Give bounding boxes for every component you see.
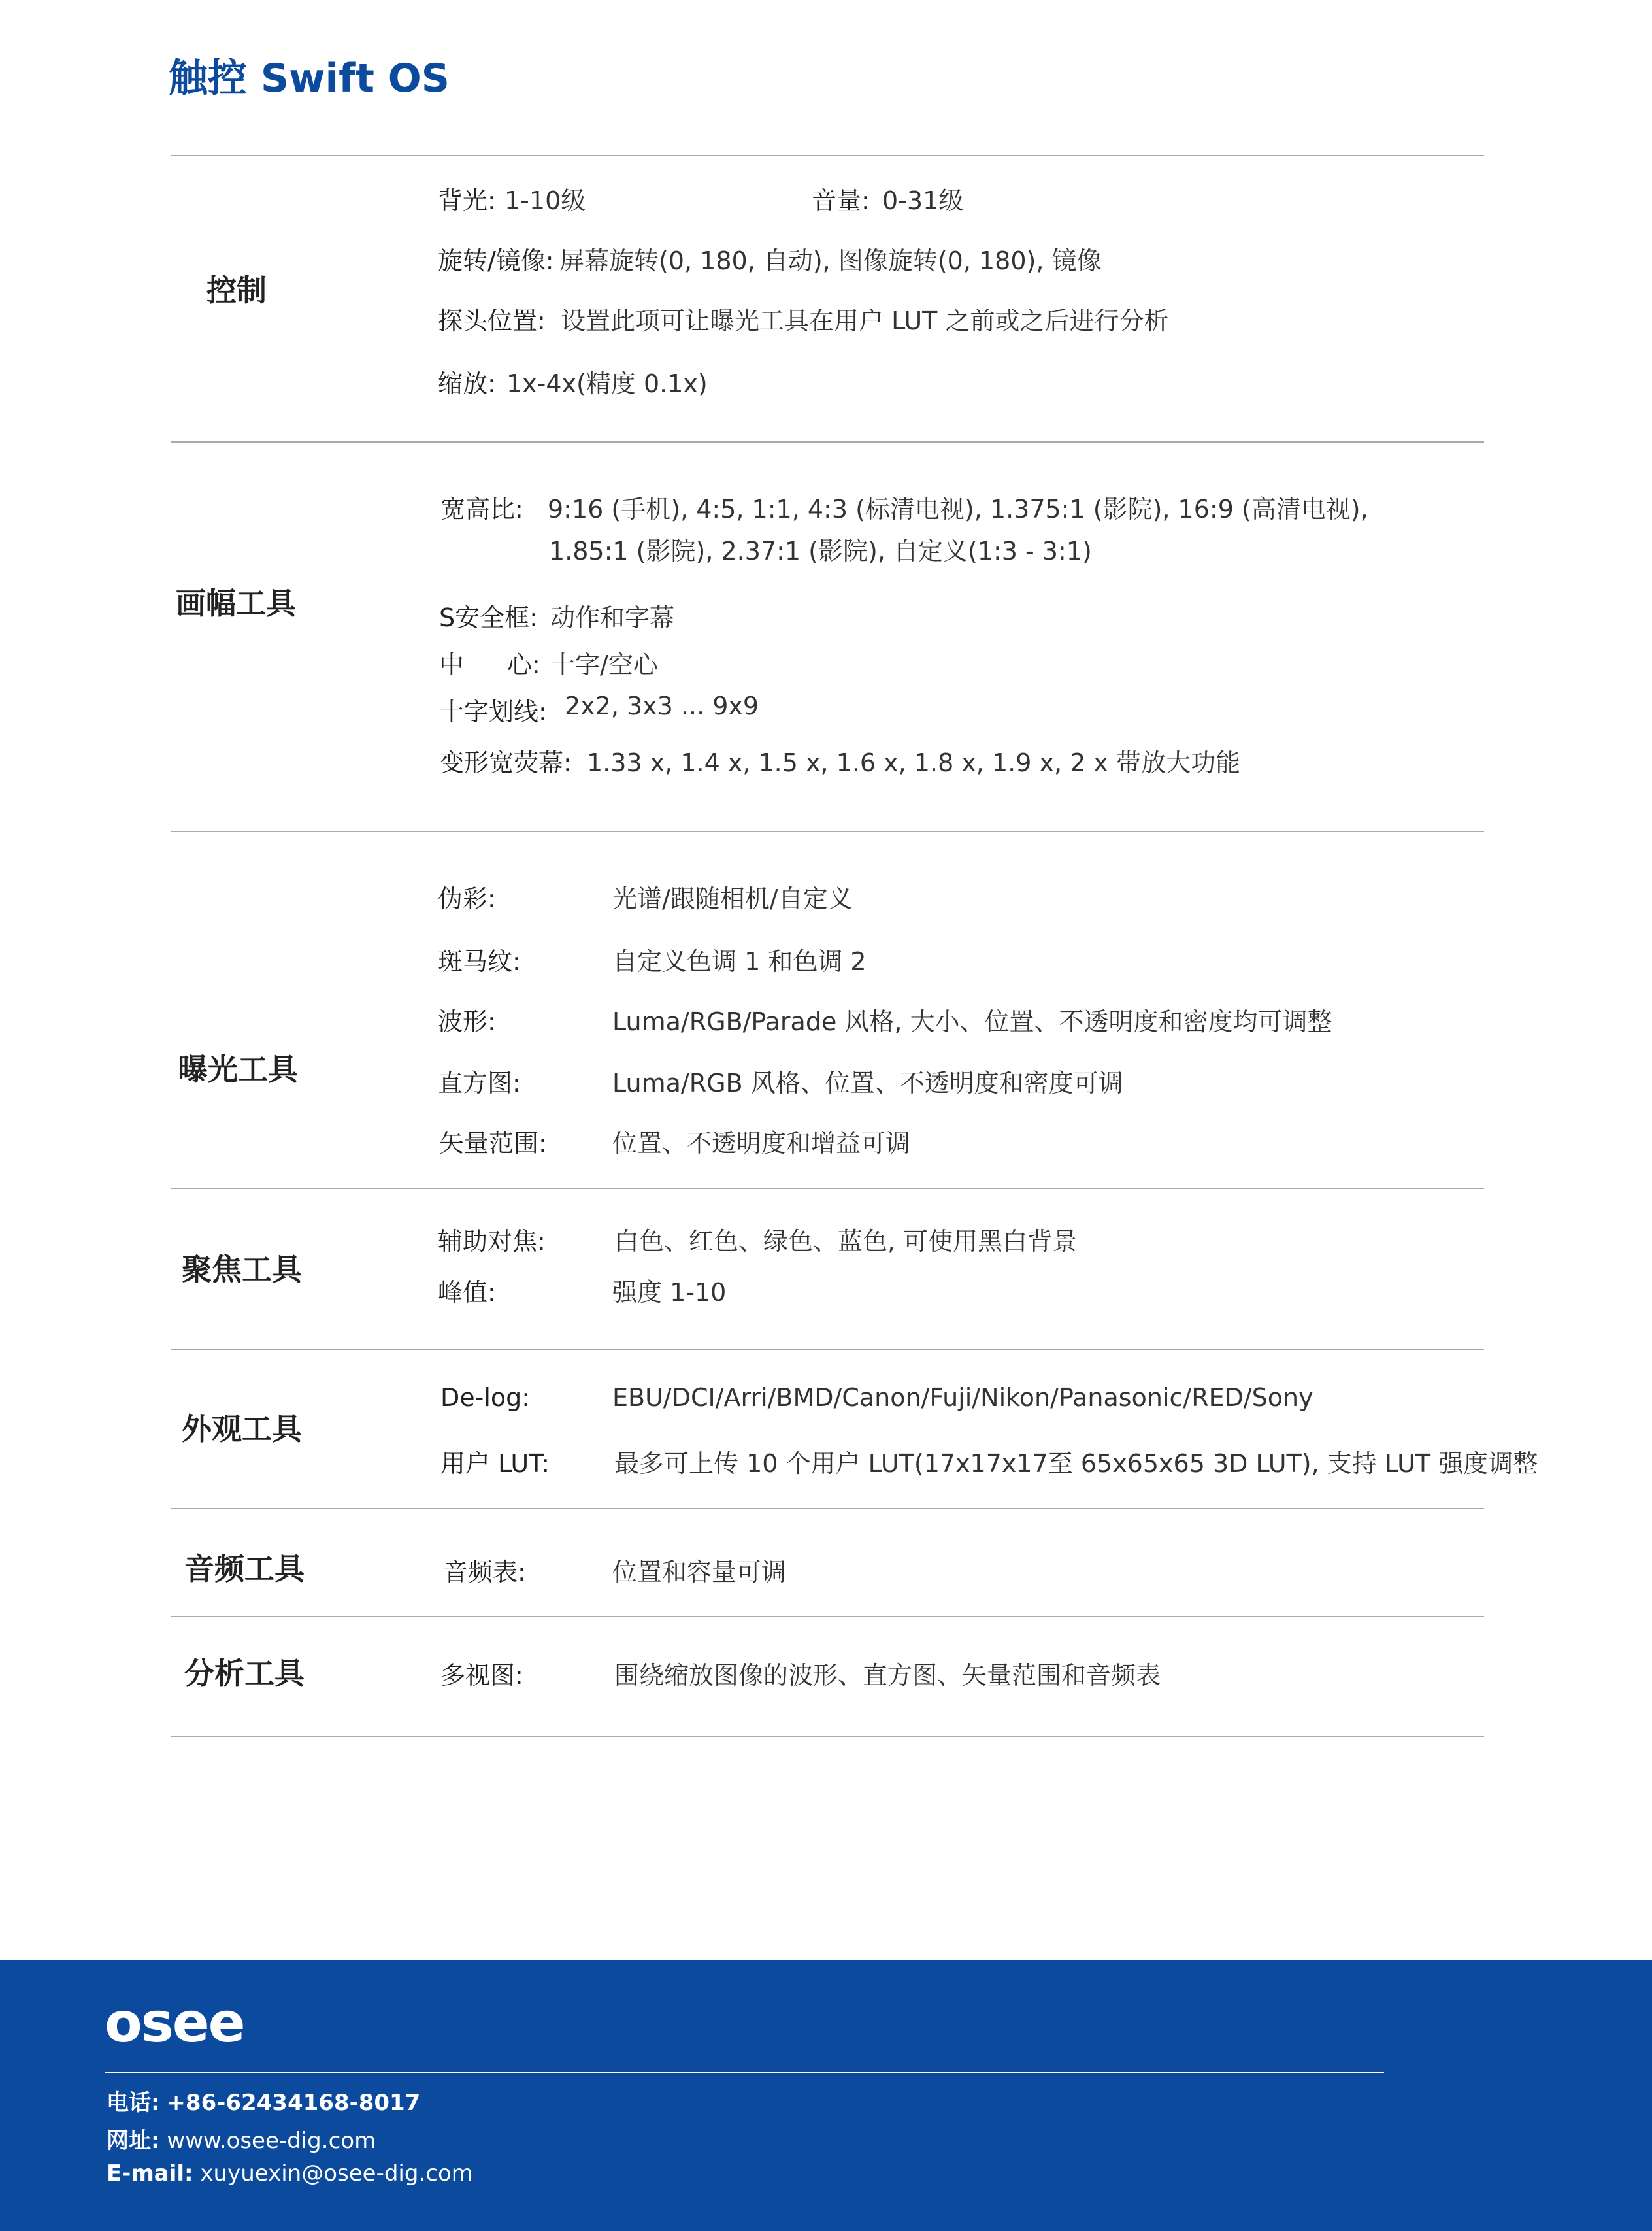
label-aspect-ratio: 宽高比: [440, 495, 523, 524]
value-zoom: 1x-4x(精度 0.1x) [506, 369, 708, 398]
divider [171, 1616, 1484, 1617]
label-zebra: 斑马纹: [438, 947, 521, 976]
label-histogram: 直方图: [438, 1069, 521, 1098]
web-link[interactable]: www.osee-dig.com [167, 2128, 376, 2154]
value-backlight: 1-10级 [504, 186, 586, 215]
value-delog: EBU/DCI/Arri/BMD/Canon/Fuji/Nikon/Panasonic/RED/Sony [612, 1383, 1313, 1412]
footer-web [107, 2122, 376, 2155]
value-peaking: 强度 1-10 [612, 1278, 727, 1307]
footer-divider [105, 2072, 1384, 2073]
phone-value: +86-62434168-8017 [167, 2090, 421, 2116]
value-probe-position: 设置此项可让曝光工具在用户 LUT 之前或之后进行分析 [561, 307, 1169, 335]
section-title-exposure: 曝光工具 [178, 1052, 298, 1087]
section-title-look: 外观工具 [182, 1411, 302, 1447]
web-label: 网址: [107, 2128, 160, 2154]
value-focus-assist: 白色、红色、绿色、蓝色, 可使用黑白背景 [614, 1227, 1078, 1256]
page-title: 触控 Swift OS [169, 56, 450, 101]
value-user-lut: 最多可上传 10 个用户 LUT(17x17x17至 65x65x65 3D LUT), 支持 LUT 强度调整 [614, 1449, 1538, 1478]
osee-logo: osee [105, 1990, 244, 2055]
value-zebra: 自定义色调 1 和色调 2 [612, 947, 867, 976]
label-delog: De-log: [440, 1383, 531, 1412]
section-title-control: 控制 [206, 273, 267, 308]
label-anamorphic: 变形宽荧幕: [439, 748, 572, 777]
label-rotation: 旋转/镜像: [438, 246, 554, 275]
divider [171, 1349, 1484, 1350]
footer [0, 1960, 1652, 2231]
label-focus-assist: 辅助对焦: [438, 1227, 546, 1256]
divider [171, 1736, 1484, 1737]
value-waveform: Luma/RGB/Parade 风格, 大小、位置、不透明度和密度均可调整 [612, 1007, 1332, 1036]
label-false-color: 伪彩: [438, 884, 496, 913]
label-vectorscope: 矢量范围: [439, 1129, 547, 1158]
value-aspect-ratio-2: 1.85:1 (影院), 2.37:1 (影院), 自定义(1:3 - 3:1) [549, 537, 1092, 565]
divider [171, 155, 1484, 156]
email-label: E-mail: [107, 2160, 193, 2187]
phone-label: 电话: [107, 2090, 160, 2116]
value-false-color: 光谱/跟随相机/自定义 [612, 884, 853, 913]
value-safe-frame: 动作和字幕 [550, 603, 675, 632]
divider [171, 441, 1484, 443]
label-backlight: 背光: [438, 186, 496, 215]
section-title-focus: 聚焦工具 [182, 1252, 302, 1287]
value-center: 十字/空心 [550, 650, 658, 679]
label-multiview: 多视图: [440, 1661, 523, 1690]
label-user-lut: 用户 LUT: [440, 1449, 550, 1478]
divider [171, 831, 1484, 832]
value-vectorscope: 位置、不透明度和增益可调 [612, 1129, 911, 1158]
value-audio-meter: 位置和容量可调 [612, 1558, 787, 1586]
label-probe-position: 探头位置: [438, 307, 546, 335]
value-anamorphic: 1.33 x, 1.4 x, 1.5 x, 1.6 x, 1.8 x, 1.9 x, 2 x 带放大功能 [587, 748, 1240, 777]
value-histogram: Luma/RGB 风格、位置、不透明度和密度可调 [612, 1069, 1123, 1098]
label-waveform: 波形: [438, 1007, 496, 1036]
label-center-1: 中 [439, 650, 465, 679]
label-audio-meter: 音频表: [443, 1558, 526, 1586]
section-title-audio: 音频工具 [184, 1551, 305, 1586]
divider [171, 1188, 1484, 1189]
value-grid-lines: 2x2, 3x3 ... 9x9 [565, 692, 759, 720]
label-volume: 音量: [812, 186, 870, 215]
divider [171, 1508, 1484, 1509]
footer-phone [107, 2085, 420, 2117]
value-volume: 0-31级 [882, 186, 964, 215]
section-title-framing: 画幅工具 [176, 586, 296, 621]
section-title-analysis: 分析工具 [184, 1656, 305, 1691]
label-peaking: 峰值: [438, 1278, 496, 1307]
value-multiview: 围绕缩放图像的波形、直方图、矢量范围和音频表 [614, 1661, 1161, 1690]
value-rotation: 屏幕旋转(0, 180, 自动), 图像旋转(0, 180), 镜像 [559, 246, 1102, 275]
label-zoom: 缩放: [438, 369, 496, 398]
email-link[interactable]: xuyuexin@osee-dig.com [200, 2160, 473, 2187]
label-center-2: 心: [507, 650, 540, 679]
value-aspect-ratio-1: 9:16 (手机), 4:5, 1:1, 4:3 (标清电视), 1.375:1 (影院), 16:9 (高清电视), [548, 495, 1368, 524]
label-grid-lines: 十字划线: [439, 697, 547, 726]
footer-email [107, 2160, 473, 2187]
label-safe-frame: S安全框: [439, 603, 538, 632]
